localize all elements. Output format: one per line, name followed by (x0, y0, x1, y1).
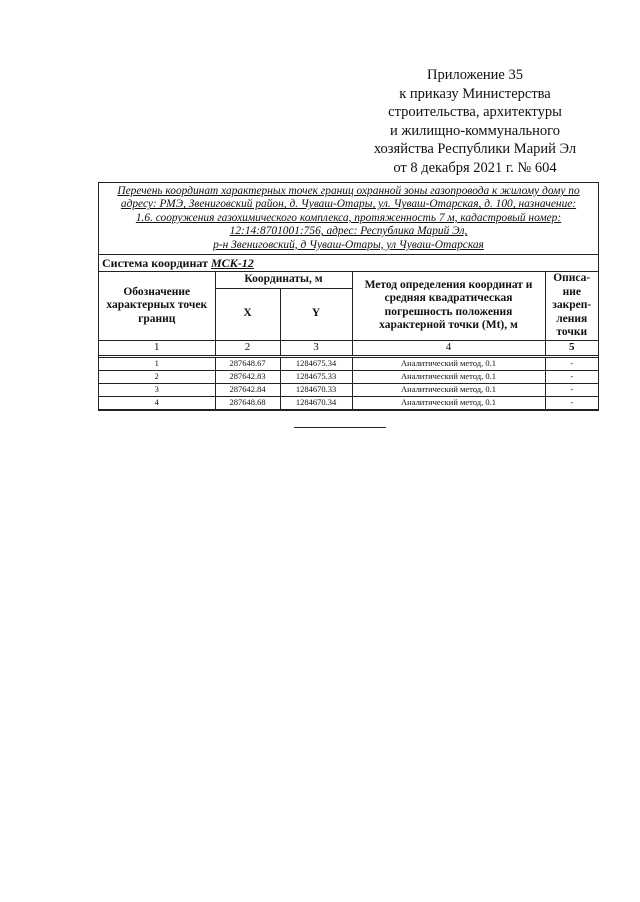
point-id: 3 (99, 383, 215, 396)
document-caption (99, 183, 598, 255)
table-row (99, 356, 598, 370)
caption-line: 1.6. сооружения газохимического комплекса, протяженность 7 м, кадастровый номер: (135, 211, 562, 224)
caption-line: р-н Звениговский, д Чуваш-Отары, ул Чуваш-Отарская (213, 238, 484, 251)
x-value: 287648.68 (215, 396, 280, 409)
table-row (99, 370, 598, 383)
method-value: Аналитический метод, 0.1 (352, 383, 545, 396)
point-id: 1 (99, 356, 215, 370)
annex-line: от 8 декабря 2021 г. № 604 (393, 159, 557, 176)
table-row (99, 396, 598, 409)
x-value: 287642.84 (215, 383, 280, 396)
header-designation: Обозначение характерных точек границ (99, 272, 215, 340)
annex-line: хозяйства Республики Марий Эл (373, 141, 577, 157)
y-value: 1284675.33 (280, 370, 352, 383)
caption-line: адресу: РМЭ, Звениговский район, д. Чуваш-Отары, ул. Чуваш-Отарская, д. 100, назначение: (120, 198, 577, 211)
column-number: 5 (545, 340, 598, 356)
coordinate-system (99, 255, 598, 272)
coordinate-system-name: МСК-12 (210, 256, 254, 271)
annex-line: и жилищно-коммунального (389, 122, 561, 139)
header-x: X (215, 288, 280, 340)
point-id: 4 (99, 396, 215, 409)
y-value: 1284670.34 (280, 396, 352, 409)
x-value: 287642.83 (215, 370, 280, 383)
header-y: Y (280, 288, 352, 340)
header-coordinates: Координаты, м (215, 272, 352, 288)
description-value: - (545, 383, 598, 396)
y-value: 1284675.34 (280, 356, 352, 370)
method-value: Аналитический метод, 0.1 (352, 356, 545, 370)
annex-line: к приказу Министерства (399, 85, 551, 102)
header-method: Метод определения координат и средняя квадратическая погрешность положения характерной точки (Mt), м (352, 272, 545, 340)
y-value: 1284670.33 (280, 383, 352, 396)
coordinates-table (99, 272, 598, 410)
separator-line (294, 427, 386, 428)
caption-line: 12:14:8701001:756, адрес: Республика Марий Эл, (229, 225, 468, 238)
column-number: 4 (352, 340, 545, 356)
coordinate-system-label: Система координат (102, 256, 208, 271)
description-value: - (545, 356, 598, 370)
x-value: 287648.67 (215, 356, 280, 370)
caption-line: Перечень координат характерных точек границ охранной зоны газопровода к жилому дому по (117, 185, 580, 197)
method-value: Аналитический метод, 0.1 (352, 396, 545, 409)
description-value: - (545, 370, 598, 383)
annex-line: Приложение 35 (427, 67, 523, 83)
header-description: Описа-ние закреп-ления точки (545, 272, 598, 340)
method-value: Аналитический метод, 0.1 (352, 370, 545, 383)
column-number: 1 (99, 340, 215, 356)
table-row (99, 383, 598, 396)
column-number: 2 (215, 340, 280, 356)
coordinates-document (98, 182, 599, 411)
point-id: 2 (99, 370, 215, 383)
annex-header (360, 66, 590, 177)
column-number: 3 (280, 340, 352, 356)
description-value: - (545, 396, 598, 409)
annex-line: строительства, архитектуры (388, 104, 562, 120)
column-number-row (99, 340, 598, 356)
